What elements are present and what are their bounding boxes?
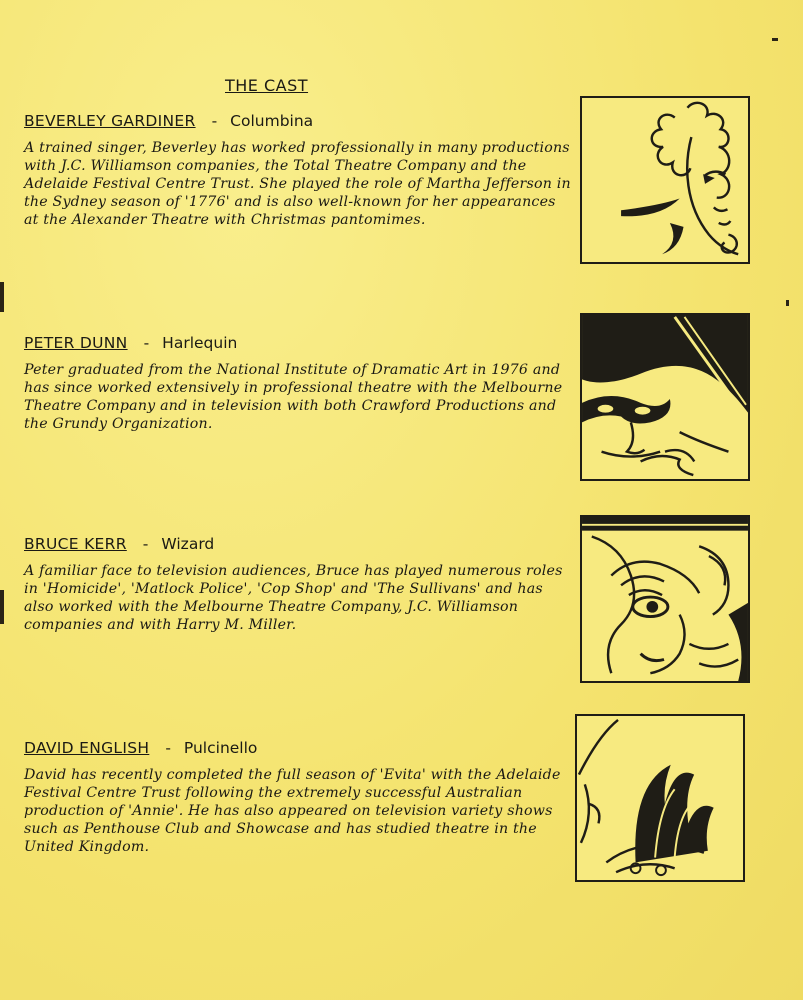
cast-role: Wizard	[161, 535, 215, 553]
cast-role: Harlequin	[162, 334, 238, 352]
harlequin-mask-icon	[582, 315, 748, 479]
columbina-illustration	[580, 96, 750, 264]
cast-role: Pulcinello	[183, 739, 258, 757]
dash-separator: -	[165, 739, 171, 757]
cast-bio: A trained singer, Beverley has worked professionally in many productions with J.C. Williamson companies, the Total Theatre Company and the Adelaide Festival Centre Trust. She played the role of Martha Jefferson in the Sydney season of '1776' and is also well-known for her appearances at the Alexander Theatre with Christmas pantomimes.	[24, 140, 571, 228]
cast-name: BEVERLEY GARDINER	[24, 112, 196, 130]
cast-bio: David has recently completed the full season of 'Evita' with the Adelaide Festival Centre Trust following the extremely successful Australian production of 'Annie'. He has also appeared on television variety shows such as Penthouse Club and Showcase and has studied theatre in the United Kingdom.	[24, 767, 561, 855]
pulcinello-hat-icon	[577, 716, 743, 880]
dash-separator: -	[211, 112, 218, 130]
cast-name: PETER DUNN	[24, 334, 128, 352]
cast-heading	[24, 739, 572, 757]
cast-heading	[24, 112, 572, 130]
cast-bio: A familiar face to television audiences, Bruce has played numerous roles in 'Homicide', 'Matlock Police', 'Cop Shop' and 'The Sullivans' and has also worked with the Melbourne Theatre Company, J.C. Williamson companies and with Harry M. Miller.	[24, 563, 563, 633]
cast-name: DAVID ENGLISH	[24, 739, 150, 757]
cast-entry-bruce	[24, 535, 572, 634]
page-title: THE CAST	[225, 76, 309, 95]
edge-mark	[786, 300, 789, 306]
wizard-illustration	[580, 515, 750, 683]
cast-entry-david	[24, 739, 572, 856]
binding-mark	[0, 282, 4, 312]
dash-separator: -	[143, 334, 150, 352]
columbina-face-icon	[582, 98, 748, 262]
cast-bio: Peter graduated from the National Institute of Dramatic Art in 1976 and has since worked extensively in professional theatre with the Melbourne Theatre Company and in television with both Crawford Productions and the Grundy Organization.	[24, 362, 563, 432]
cast-heading	[24, 535, 572, 553]
cast-entry-peter	[24, 334, 572, 433]
cast-entry-beverley	[24, 112, 572, 229]
cast-heading	[24, 334, 572, 352]
pulcinello-illustration	[575, 714, 745, 882]
binding-mark	[0, 590, 4, 624]
edge-mark	[772, 38, 778, 41]
harlequin-illustration	[580, 313, 750, 481]
dash-separator: -	[142, 535, 149, 553]
cast-name: BRUCE KERR	[24, 535, 127, 553]
cast-role: Columbina	[230, 112, 314, 130]
wizard-face-icon	[582, 517, 748, 681]
